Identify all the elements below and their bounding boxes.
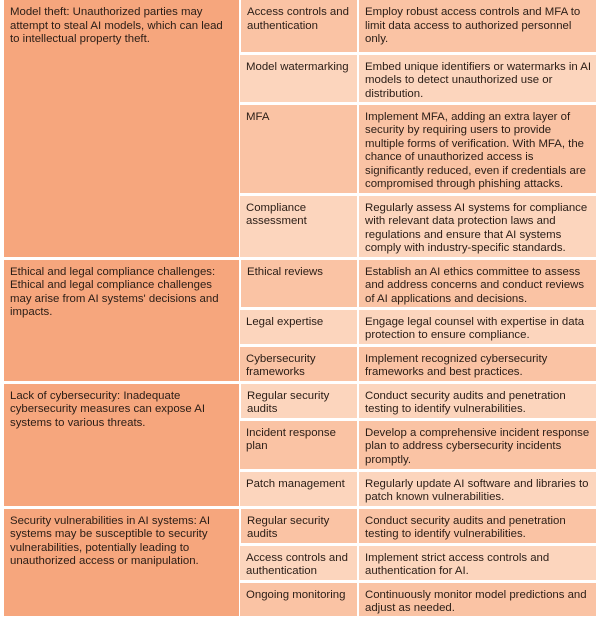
description-cell: Regularly assess AI systems for compliance with relevant data protection laws and regulations and ensure that AI systems comply with industry-specific standards.: [358, 194, 596, 258]
description-cell: Implement strict access controls and authentication for AI.: [358, 544, 596, 581]
risk-cell-security-vulnerabilities: Security vulnerabilities in AI systems: AI systems may be susceptible to security vulnerabilities, potentially leading to unauthorized access or manipulation.: [4, 507, 240, 617]
description-cell: Conduct security audits and penetration testing to identify vulnerabilities.: [358, 382, 596, 419]
description-cell: Employ robust access controls and MFA to limit data access to authorized personnel only.: [358, 0, 596, 53]
description-cell: Embed unique identifiers or watermarks in AI models to detect unauthorized use or distribution.: [358, 53, 596, 103]
control-cell: Legal expertise: [240, 308, 358, 345]
control-cell: Regular security audits: [240, 382, 358, 419]
risk-cell-model-theft: Model theft: Unauthorized parties may attempt to steal AI models, which can lead to intellectual property theft.: [4, 0, 240, 258]
control-cell: Patch management: [240, 470, 358, 507]
table-row: [4, 507, 596, 544]
control-cell: Regular security audits: [240, 507, 358, 544]
description-cell: Implement recognized cybersecurity frameworks and best practices.: [358, 345, 596, 382]
control-cell: Incident response plan: [240, 419, 358, 470]
control-cell: Access controls and authentication: [240, 0, 358, 53]
control-cell: Compliance assessment: [240, 194, 358, 258]
table-row: [4, 0, 596, 53]
description-cell: Develop a comprehensive incident response plan to address cybersecurity incidents promptly.: [358, 419, 596, 470]
control-cell: MFA: [240, 103, 358, 194]
risk-cell-lack-of-cybersecurity: Lack of cybersecurity: Inadequate cybersecurity measures can expose AI systems to various threats.: [4, 382, 240, 507]
risk-cell-ethical-legal: Ethical and legal compliance challenges: Ethical and legal compliance challenges may arise from AI systems' decisions and impacts.: [4, 258, 240, 382]
description-cell: Implement MFA, adding an extra layer of security by requiring users to provide multiple forms of verification. With MFA, the chance of unauthorized access is significantly reduced, even if credentials are compromised through phishing attacks.: [358, 103, 596, 194]
description-cell: Establish an AI ethics committee to assess and address concerns and conduct reviews of AI applications and decisions.: [358, 258, 596, 308]
control-cell: Ethical reviews: [240, 258, 358, 308]
control-cell: Access controls and authentication: [240, 544, 358, 581]
description-cell: Continuously monitor model predictions and adjust as needed.: [358, 581, 596, 617]
table-row: [4, 258, 596, 308]
control-cell: Ongoing monitoring: [240, 581, 358, 617]
control-cell: Cybersecurity frameworks: [240, 345, 358, 382]
table-row: [4, 382, 596, 419]
control-cell: Model watermarking: [240, 53, 358, 103]
description-cell: Conduct security audits and penetration testing to identify vulnerabilities.: [358, 507, 596, 544]
risk-controls-table: [4, 0, 596, 619]
description-cell: Engage legal counsel with expertise in data protection to ensure compliance.: [358, 308, 596, 345]
description-cell: Regularly update AI software and libraries to patch known vulnerabilities.: [358, 470, 596, 507]
